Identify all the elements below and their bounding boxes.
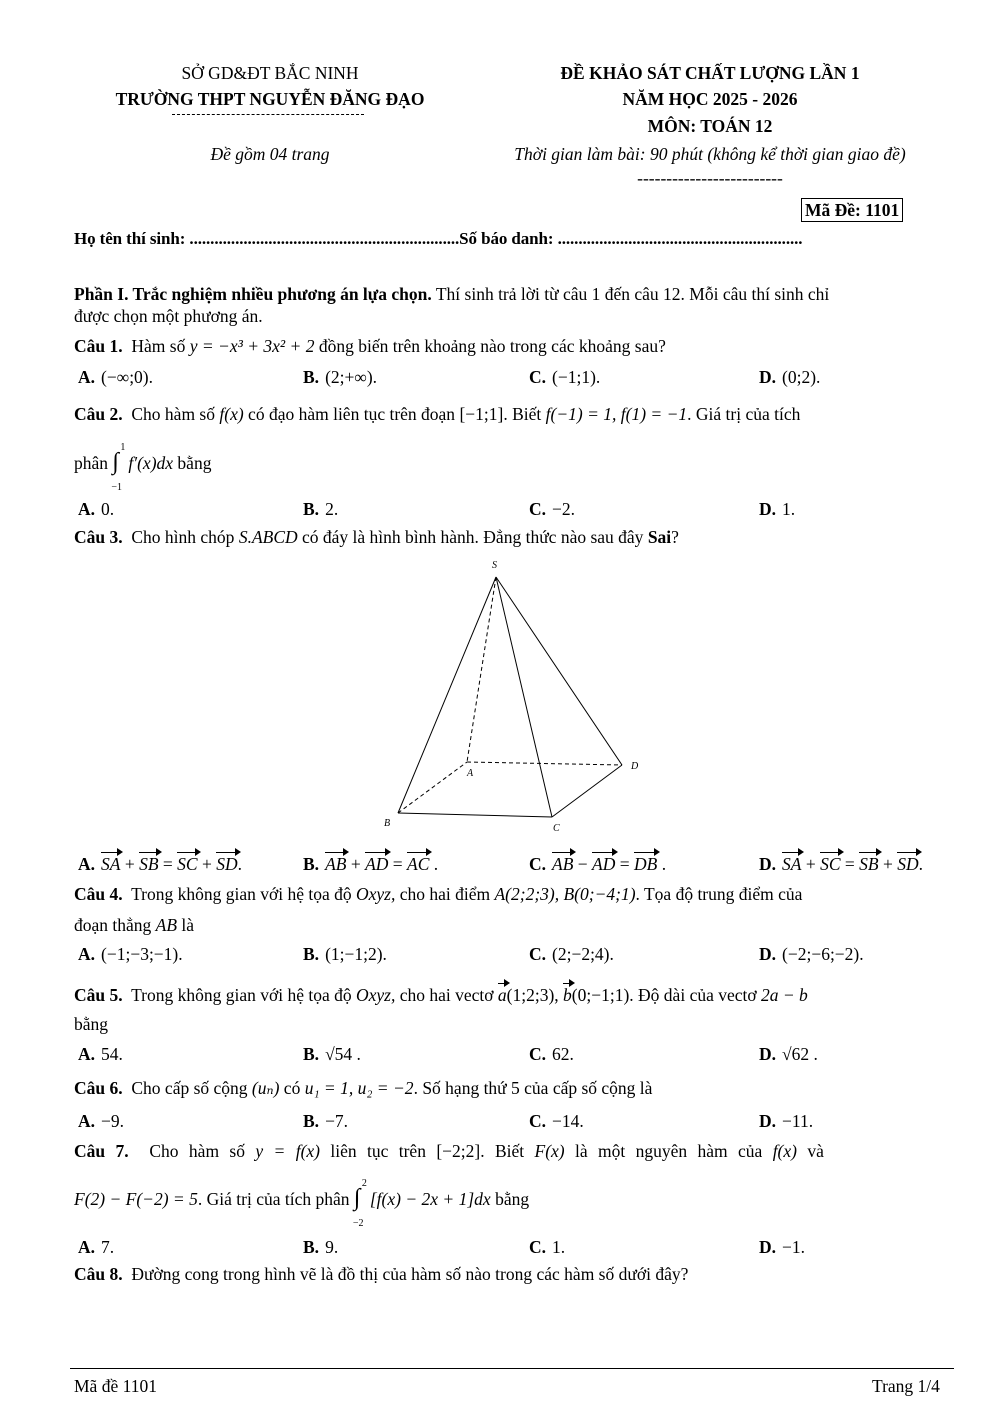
question-3: Câu 3. Cho hình chóp S.ABCD có đáy là hình bình hành. Đẳng thức nào sau đây Sai? bbox=[74, 527, 679, 547]
separator: ------------------------- bbox=[637, 168, 783, 188]
q6-option-a[interactable]: A. −9. bbox=[78, 1111, 125, 1131]
question-7-line2: F(2) − F(−2) = 5. Giá trị của tích phân ∫ 2 −2 [f(x) − 2x + 1]dx bằng bbox=[74, 1178, 530, 1229]
integral-sign: ∫ 1 −1 bbox=[111, 442, 126, 493]
q3-option-d[interactable]: D. SA + SC = SB + SD. bbox=[759, 854, 923, 874]
question-5-line2: bằng bbox=[74, 1014, 109, 1034]
edge-sd bbox=[496, 577, 622, 765]
footer-exam-code: Mã đề 1101 bbox=[74, 1376, 157, 1396]
q6-option-d[interactable]: D. −11. bbox=[759, 1111, 814, 1131]
edge-ad bbox=[467, 762, 622, 765]
q2-option-a[interactable]: A. 0. bbox=[78, 499, 115, 519]
question-5: Câu 5. Trong không gian với hệ tọa độ Oxyz, cho hai vectơ a(1;2;3), b(0;−1;1). Độ dài của vectơ 2a − b bbox=[74, 985, 808, 1005]
school-underline bbox=[172, 114, 364, 115]
q3-option-a[interactable]: A. SA + SB = SC + SD. bbox=[78, 854, 242, 874]
question-6: Câu 6. Cho cấp số cộng (uₙ) có u₁ = 1, u₂ = −2. Số hạng thứ 5 của cấp số cộng là bbox=[74, 1078, 653, 1098]
q3-option-b[interactable]: B. AB + AD = AC . bbox=[303, 854, 439, 874]
edge-cd bbox=[552, 765, 622, 817]
part1-intro-line2: được chọn một phương án. bbox=[74, 306, 263, 326]
part1-heading: Phần I. Trắc nghiệm nhiều phương án lựa chọn. Thí sinh trả lời từ câu 1 đến câu 12. Mỗi câu thí sinh chỉ bbox=[74, 284, 830, 304]
q4-option-c[interactable]: C. (2;−2;4). bbox=[529, 944, 614, 964]
q6-option-b[interactable]: B. −7. bbox=[303, 1111, 349, 1131]
exam-code-box: Mã Đề: 1101 bbox=[801, 198, 903, 222]
label-c: C bbox=[553, 823, 560, 834]
q5-option-a[interactable]: A. 54. bbox=[78, 1044, 123, 1064]
question-7: Câu 7. Cho hàm số y = f(x) liên tục trên [−2;2]. Biết F(x) là một nguyên hàm của f(x) và bbox=[74, 1141, 824, 1161]
edge-sc bbox=[496, 577, 552, 817]
department: SỞ GD&ĐT BẮC NINH bbox=[181, 63, 359, 83]
q1-option-d[interactable]: D. (0;2). bbox=[759, 367, 821, 387]
school-year: NĂM HỌC 2025 - 2026 bbox=[622, 89, 798, 109]
q7-option-b[interactable]: B. 9. bbox=[303, 1237, 339, 1257]
label-s: S bbox=[492, 560, 497, 571]
question-2-line2: phân ∫ 1 −1 f′(x)dx bằng bbox=[74, 442, 212, 493]
pyramid-figure bbox=[370, 555, 670, 840]
question-2: Câu 2. Cho hàm số f(x) có đạo hàm liên tục trên đoạn [−1;1]. Biết f(−1) = 1, f(1) = −1. Giá trị của tích bbox=[74, 404, 801, 424]
q1-option-c[interactable]: C. (−1;1). bbox=[529, 367, 601, 387]
q3-option-c[interactable]: C. AB − AD = DB . bbox=[529, 854, 667, 874]
pages-note: Đề gồm 04 trang bbox=[210, 144, 330, 164]
candidate-info-line: Họ tên thí sinh: .................................................................Số báo danh: ........................................................... bbox=[74, 229, 803, 248]
q2-option-b[interactable]: B. 2. bbox=[303, 499, 339, 519]
q5-option-d[interactable]: D. √62 . bbox=[759, 1044, 818, 1064]
q5-option-c[interactable]: C. 62. bbox=[529, 1044, 574, 1064]
footer-page-number: Trang 1/4 bbox=[872, 1376, 940, 1396]
question-4: Câu 4. Trong không gian với hệ tọa độ Oxyz, cho hai điểm A(2;2;3), B(0;−4;1). Tọa độ trung điểm của bbox=[74, 884, 803, 904]
edge-sb bbox=[398, 577, 496, 813]
subject: MÔN: TOÁN 12 bbox=[647, 116, 773, 136]
integral-sign: ∫ 2 −2 bbox=[352, 1178, 367, 1229]
footer-rule bbox=[70, 1368, 954, 1369]
q1-option-b[interactable]: B. (2;+∞). bbox=[303, 367, 378, 387]
time-limit: Thời gian làm bài: 90 phút (không kể thời gian giao đề) bbox=[514, 144, 906, 164]
q7-option-d[interactable]: D. −1. bbox=[759, 1237, 806, 1257]
q2-option-c[interactable]: C. −2. bbox=[529, 499, 576, 519]
question-4-line2: đoạn thẳng AB là bbox=[74, 915, 195, 935]
question-1: Câu 1. Hàm số y = −x³ + 3x² + 2 đồng biến trên khoảng nào trong các khoảng sau? bbox=[74, 336, 666, 356]
label-d: D bbox=[631, 761, 639, 772]
q4-option-a[interactable]: A. (−1;−3;−1). bbox=[78, 944, 183, 964]
school-name: TRƯỜNG THPT NGUYỄN ĐĂNG ĐẠO bbox=[115, 89, 425, 109]
q6-option-c[interactable]: C. −14. bbox=[529, 1111, 584, 1131]
q4-option-b[interactable]: B. (1;−1;2). bbox=[303, 944, 387, 964]
question-8: Câu 8. Đường cong trong hình vẽ là đồ thị của hàm số nào trong các hàm số dưới đây? bbox=[74, 1264, 689, 1284]
q1-option-a[interactable]: A. (−∞;0). bbox=[78, 367, 154, 387]
label-b: B bbox=[384, 818, 391, 829]
edge-bc bbox=[398, 813, 552, 817]
label-a: A bbox=[467, 768, 474, 779]
exam-title: ĐỀ KHẢO SÁT CHẤT LƯỢNG LẦN 1 bbox=[560, 63, 860, 83]
q4-option-d[interactable]: D. (−2;−6;−2). bbox=[759, 944, 864, 964]
edge-sa bbox=[467, 577, 496, 762]
q2-option-d[interactable]: D. 1. bbox=[759, 499, 796, 519]
q7-option-a[interactable]: A. 7. bbox=[78, 1237, 115, 1257]
q5-option-b[interactable]: B. √54 . bbox=[303, 1044, 361, 1064]
q7-option-c[interactable]: C. 1. bbox=[529, 1237, 566, 1257]
